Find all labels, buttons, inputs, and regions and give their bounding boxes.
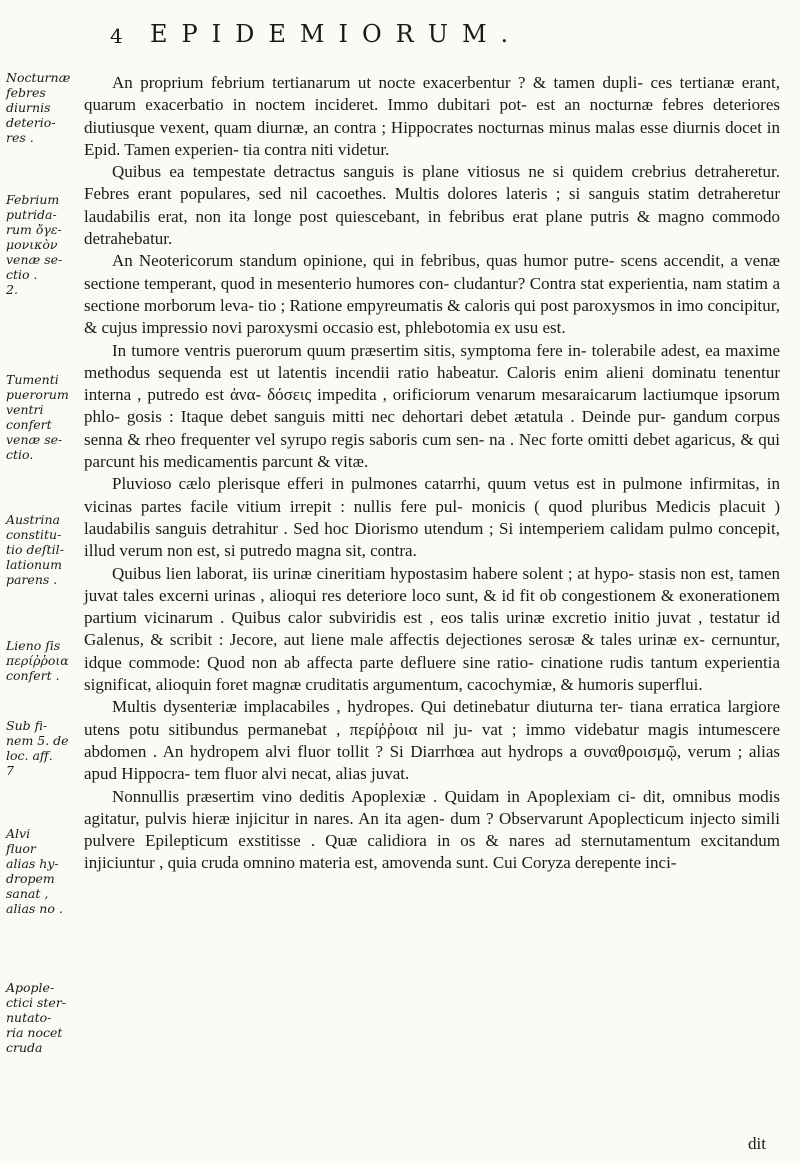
paragraph-2: Quibus ea tempestate detractus sanguis is plane vitiosus ne si quidem crebrius detraheretur. Febres erant populares, sed nil cacoethes. Multis dolores lateris ; si sanguis statim detraheretur laudabilis erat, non ita longe post quiescebant, in febribus erat plane putris & magno commodo detrahebatur. [84, 162, 780, 249]
paragraph-3: An Neotericorum standum opinione, qui in febribus, quas humor putre- scens accendit, a venæ sectione temperant, quod in mesenterio humores con- cludantur? Contra stat experientia, nam statim a sectione morborum leva- tio ; Ratione empyreumatis & caloris qui post paroxysmos in imo concipitur, & cujus impressio novi paroxysmi occasio est, phlebotomia ex usu est. [84, 251, 780, 338]
paragraph-7: Multis dysenteriæ implacabiles , hydropes. Qui detinebatur diuturna ter- tiana erratica largiore utens potu sitibundus permanebat , περίῤῥοια nil ju- vat ; immo videbatur magis intumescere abdomen . An hydropem alvi fluor tollit ? Si Diarrhœa aut hydrops a συναθροισμῷ, verum ; alias apud Hippocra- tem fluor alvi necat, alias juvat. [84, 697, 780, 784]
margin-note-lienosis: Lieno ſis περίῤῥοια confert . [6, 638, 69, 683]
paragraph-6: Quibus lien laborat, iis urinæ cineritiam hypostasim habere solent ; at hypo- stasis non est, tamen juvat tales excerni urinas , alioqui res deteriore loco sunt, & id fit ob congestionem & exonerationem partium vicinarum . Quibus calor subviridis est , eos talis urinæ excretio initio juvat , testatur id Galenus, & scribit : Jecore, aut liene male affectis dejectiones serosæ & tales urinæ ex- cernuntur, idque commode: Quod non ab affecta parte defluere sine ratio- cinatione rudis tantum experientia significat, alioquin foret magnæ cruditatis argumentum, cacochymiæ, & humoris superflui. [84, 563, 780, 695]
margin-note-austrina: Austrina constitu- tio deſtil- lationum parens . [6, 512, 64, 587]
catchword: dit [748, 1134, 766, 1153]
margin-note-alvi-fluor: Alvi fluor alias hy- dropem sanat , alias no . [6, 826, 63, 916]
paragraph-8: Nonnullis præsertim vino deditis Apoplexiæ . Quidam in Apoplexiam ci- dit, omnibus modis agitatur, pulvis hieræ injicitur in nares. An ita agen- dum ? Observarunt Apoplecticum injecto simili pulvere Epilepticum exstitisse . Quæ calidiora in os & nares ad sternutamentum excitandum injiciuntur , quia cruda omnino materia est, amovenda sunt. Cui Coryza derepente inci- [84, 786, 780, 873]
paragraph-4: In tumore ventris puerorum quum præsertim sitis, symptoma fere in- tolerabile adest, ea maxime methodus sequenda est ut latentis incendii ratio habeatur. Caloris enim alieni dominatu tenentur interna , putredo est ἀνα- δόσεις impedita , orificiorum venarum mesaraicarum lactiumque ipsorum phlo- gosis : Itaque debet sanguis mitti nec dehortari debet ætatula . Deinde pur- gandum corpus senna & rheo frequenter vel syrupo regis saboris cum sen- na . Nec forte omitti debet agaricus, & qui parcunt his medicamentis parcunt & vitæ. [84, 340, 780, 472]
paragraph-5: Pluvioso cælo plerisque efferi in pulmones catarrhi, quum vetus est in pulmone infirmitas, in vicinas partes facile vitium irrepit : nullis fere pul- monicis ( quod pluribus Medicis placuit ) laudabilis sanguis detrahitur . Sed hoc Diorismo utendum ; Si intemperiem calidam pulmo concepit, illud verum non est, si putredo magna sit, contra. [84, 474, 780, 561]
page-header [110, 18, 770, 54]
margin-note-tumenti: Tumenti puerorum ventri confert venæ se- ctio. [6, 372, 69, 462]
margin-note-galen-ref: Sub fi- nem 5. de loc. aff. 7 [6, 718, 69, 778]
margin-notes [6, 70, 84, 1150]
body-text [84, 72, 780, 875]
paragraph-1: An proprium febrium tertianarum ut nocte exacerbentur ? & tamen dupli- ces tertianæ erant, quarum exacerbatio in noctem incideret. Immo dubitari pot- est an nocturnæ febres deteriores diutiusque vexent, quam diurnæ, an contra ; Hippocrates nocturnas minus malas esse diurnis docet in Epid. Tamen experien- tia contra niti videtur. [84, 73, 780, 159]
margin-note-nocturnae: Nocturnæ febres diurnis deterio- res . [6, 70, 71, 145]
page-number: 4 [110, 24, 123, 48]
margin-note-apoplectici: Apople- ctici ster- nutato- ria nocet cruda [6, 980, 67, 1055]
margin-note-febrium: Febrium putrida- rum ὄγε- μονικὸν venæ se- ctio . 2. [6, 192, 63, 297]
running-title: EPIDEMIORUM. [150, 20, 523, 48]
